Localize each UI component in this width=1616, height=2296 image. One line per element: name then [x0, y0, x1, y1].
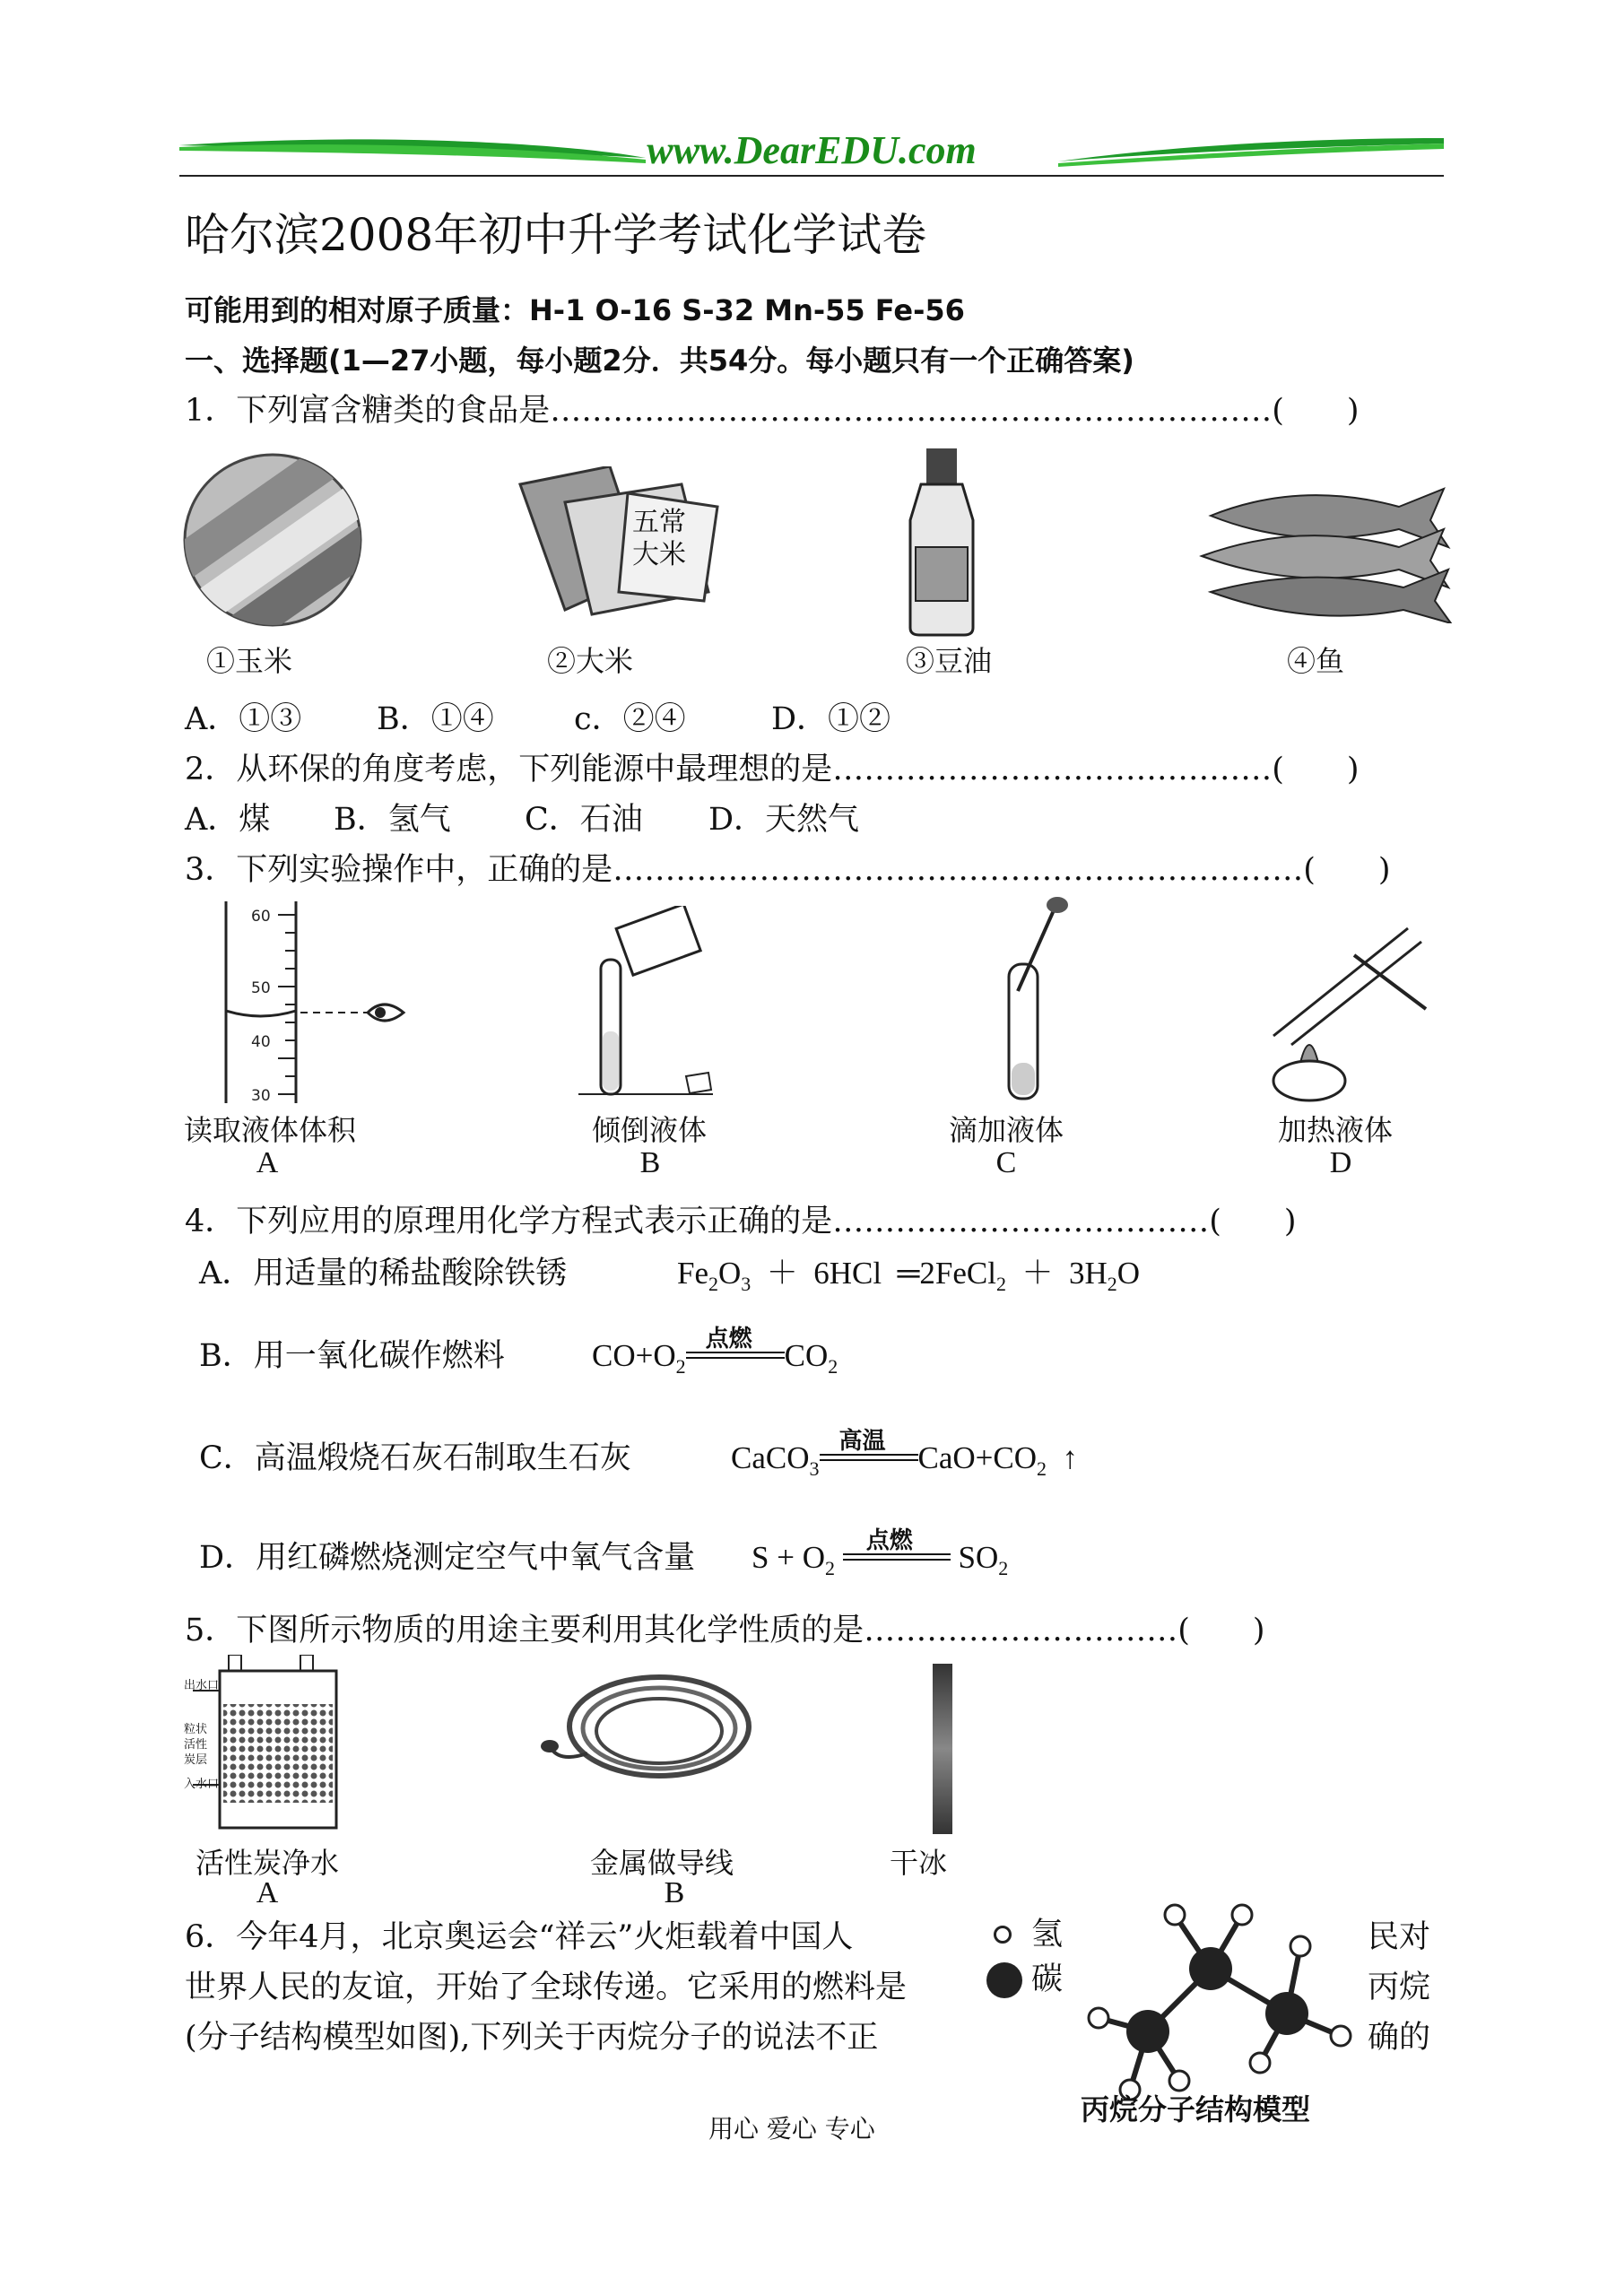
q3-letter-a: A	[256, 1146, 279, 1179]
q1-stem: 1．下列富含糖类的食品是……………………………………………………………( )	[185, 393, 1360, 429]
q2-option-a: A．煤	[185, 802, 271, 838]
q3-caption-d: 加热液体	[1278, 1113, 1394, 1147]
q3-cylinder-reading	[215, 901, 421, 1108]
section-heading: 一、选择题(1—27小题，每小题2分．共54分。每小题只有一个正确答案)	[185, 344, 1134, 378]
propane-model-caption: 丙烷分子结构模型	[1081, 2092, 1311, 2126]
q1-corn-image	[183, 453, 362, 628]
q2-option-d: D．天然气	[708, 802, 860, 838]
q1-caption-1: ①玉米	[206, 644, 293, 678]
q5-filter-label-outlet: 出水口	[184, 1679, 220, 1692]
page-title: 哈尔滨2008年初中升学考试化学试卷	[185, 209, 927, 261]
q4-option-a: A．用适量的稀盐酸除铁锈	[199, 1256, 568, 1292]
q5-letter-b: B	[664, 1876, 685, 1909]
q1-option-a: A．①③	[185, 701, 302, 737]
q3-pouring	[578, 906, 722, 1103]
q1-caption-3: ③豆油	[906, 644, 993, 678]
q1-option-b: B．①④	[377, 701, 494, 737]
q3-caption-a: 读取液体体积	[184, 1113, 357, 1147]
q4-cond-d: 点燃	[865, 1526, 913, 1554]
q3-heating	[1255, 910, 1435, 1108]
q1-option-c: c．②④	[574, 701, 686, 737]
q2-option-c: C．石油	[525, 802, 643, 838]
q1-rice-bag-text: 五常大米	[632, 507, 686, 570]
q4-equation-a: $Fe_2O_3 + 6HCl$ ═2FeCl$_2$ ＋ $3H_2O$	[677, 1256, 1141, 1295]
q3-letter-c: C	[995, 1146, 1017, 1179]
q5-stem: 5．下图所示物质的用途主要利用其化学性质的是…………………………( )	[185, 1613, 1265, 1648]
q4-equation-d: $S + O_2$ 点燃 $SO_2$	[752, 1538, 1008, 1588]
q3-letter-d: D	[1329, 1146, 1352, 1179]
tick-30: 30	[251, 1087, 271, 1105]
q1-rice-image	[511, 466, 726, 619]
q4-option-c: C．高温煅烧石灰石制取生石灰	[199, 1440, 631, 1476]
q5-dry-ice-strip	[933, 1664, 952, 1834]
q6-line2-right: 丙烷	[1368, 1970, 1431, 2005]
header-banner	[179, 126, 1444, 179]
q5-caption-c: 干冰	[890, 1846, 948, 1880]
q2-stem: 2．从环保的角度考虑，下列能源中最理想的是……………………………………( )	[185, 752, 1360, 787]
legend-hydrogen-label: 氢	[1031, 1917, 1064, 1952]
eye-icon	[368, 1004, 404, 1021]
legend-hydrogen-icon	[994, 1926, 1012, 1944]
q1-caption-4: ④鱼	[1287, 644, 1345, 678]
q4-cond-b: 点燃	[705, 1325, 752, 1352]
q1-caption-2: ②大米	[547, 644, 634, 678]
tick-40: 40	[251, 1033, 271, 1051]
propane-molecule-model	[1063, 1901, 1359, 2108]
q3-letter-b: B	[639, 1146, 661, 1179]
q3-stem: 3．下列实验操作中，正确的是…………………………………………………………( )	[185, 852, 1391, 888]
tick-60: 60	[251, 908, 271, 926]
page-footer: 用心 爱心 专心	[708, 2114, 875, 2144]
q2-option-b: B．氢气	[334, 802, 451, 838]
q4-equation-c: CaCO$_3$ 高温 $CaO+CO_2$ ↑	[731, 1439, 1078, 1489]
q6-line3-right: 确的	[1368, 2020, 1431, 2056]
q1-option-d: D．①②	[771, 701, 891, 737]
q5-letter-a: A	[256, 1876, 279, 1909]
legend-carbon-label: 碳	[1031, 1961, 1064, 1997]
tick-50: 50	[251, 979, 271, 997]
q5-filter-label-inlet: 入水口	[184, 1778, 220, 1791]
q4-option-d: D．用红磷燃烧测定空气中氧气含量	[199, 1540, 696, 1576]
q3-dropping	[982, 892, 1081, 1108]
q4-stem: 4．下列应用的原理用化学方程式表示正确的是………………………………( )	[185, 1204, 1297, 1239]
q4-equation-b: $CO+O_2$ 点燃 $CO_2$	[592, 1336, 838, 1387]
q5-filter-label-carbon: 粒状活性炭层	[184, 1723, 208, 1767]
q5-caption-b: 金属做导线	[590, 1846, 734, 1880]
q5-caption-a: 活性炭净水	[195, 1846, 340, 1880]
q3-caption-c: 滴加液体	[949, 1113, 1064, 1147]
header-site: www.DearEDU.com	[647, 128, 977, 172]
q1-soy-oil-image	[901, 448, 982, 637]
atomic-masses: 可能用到的相对原子质量：H-1 O-16 S-32 Mn-55 Fe-56	[185, 293, 965, 327]
q6-line2-left: 世界人民的友谊，开始了全球传递。它采用的燃料是	[185, 1970, 908, 2005]
legend-carbon-icon	[986, 1962, 1022, 1998]
q6-line3-left: (分子结构模型如图),下列关于丙烷分子的说法不正	[185, 2020, 879, 2056]
q1-fish-image	[1193, 480, 1453, 623]
q5-wire-coil	[534, 1664, 758, 1807]
q4-cond-c: 高温	[838, 1427, 886, 1455]
q3-caption-b: 倾倒液体	[592, 1113, 708, 1147]
q6-line1-right: 民对	[1368, 1919, 1431, 1955]
q4-option-b: B．用一氧化碳作燃料	[199, 1338, 505, 1374]
q6-line1-left: 6．今年4月，北京奥运会“祥云”火炬载着中国人	[185, 1919, 854, 1955]
